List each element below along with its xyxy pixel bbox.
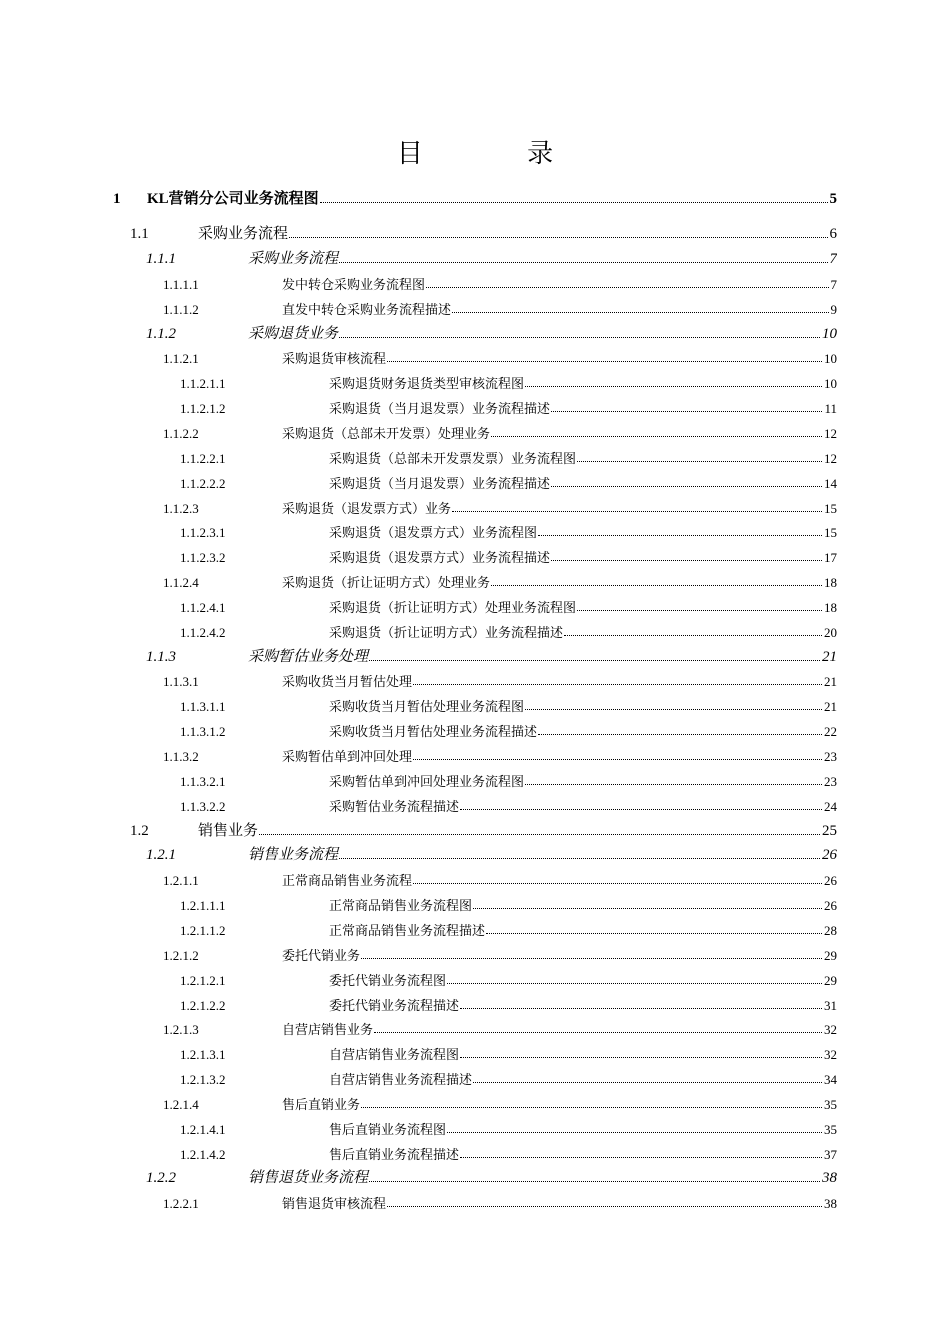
toc-entry-number: 1.1 — [130, 226, 149, 242]
toc-entry-number: 1.2.1.4 — [163, 1096, 199, 1112]
toc-entry[interactable] — [180, 1114, 837, 1138]
toc-entry-number: 1.2.1.1 — [163, 873, 199, 889]
toc-entry[interactable] — [163, 343, 837, 367]
toc-entry-title: 销售退货审核流程 — [282, 1196, 387, 1212]
toc-entry-number: 1.1.2.1.2 — [180, 401, 226, 417]
toc-entry-title: 采购退货（总部未开发票）处理业务 — [282, 425, 491, 441]
toc-entry-number: 1.2.1.4.1 — [180, 1121, 226, 1137]
toc-entry-page: 22 — [824, 724, 837, 740]
toc-entry-number: 1.2.1.3.2 — [180, 1072, 226, 1088]
toc-entry-page: 15 — [824, 500, 837, 516]
toc-entry[interactable] — [180, 542, 837, 566]
toc-entry-leader — [525, 709, 822, 710]
toc-entry-leader — [564, 635, 822, 636]
toc-entry-title: 采购退货（折让证明方式）业务流程描述 — [329, 624, 564, 640]
toc-entry-page: 12 — [824, 425, 837, 441]
toc-entry-title: 采购退货（折让证明方式）处理业务 — [282, 575, 491, 591]
toc-entry-title: 发中转仓采购业务流程图 — [282, 276, 426, 292]
toc-entry-leader — [289, 237, 827, 238]
toc-entry-number: 1.2.1.1.1 — [180, 898, 226, 914]
toc-entry-title: 委托代销业务流程图 — [329, 972, 447, 988]
toc-entry-number: 1.2.1 — [146, 847, 176, 864]
toc-entry-number: 1.2.1.2.1 — [180, 972, 226, 988]
toc-entry-title: 采购退货（当月退发票）业务流程描述 — [329, 475, 551, 491]
toc-entry-leader — [473, 908, 822, 909]
toc-entry-title: 采购退货（退发票方式）业务 — [282, 500, 452, 516]
toc-entry-page: 21 — [822, 648, 837, 665]
toc-entry-page: 14 — [824, 475, 837, 491]
toc-entry-page: 23 — [824, 773, 837, 789]
toc-entry-page: 24 — [824, 798, 837, 814]
toc-entry-page: 10 — [824, 376, 837, 392]
toc-entry-leader — [577, 461, 822, 462]
toc-entry-title: 直发中转仓采购业务流程描述 — [282, 301, 452, 317]
toc-entry-title: 销售业务流程 — [248, 847, 339, 864]
toc-entry-number: 1.1.3.2.1 — [180, 773, 226, 789]
toc-entry-page: 35 — [824, 1121, 837, 1137]
toc-entry-leader — [320, 202, 828, 203]
toc-entry-page: 35 — [824, 1096, 837, 1112]
toc-entry-leader — [387, 361, 822, 362]
toc-entry-page: 32 — [824, 1022, 837, 1038]
toc-entry-leader — [413, 684, 822, 685]
toc-title: 目 录 — [396, 139, 602, 169]
toc-entry-page: 23 — [824, 749, 837, 764]
toc-entry-number: 1 — [113, 191, 121, 207]
toc-entry-number: 1.2 — [130, 822, 149, 839]
toc-entry[interactable] — [180, 915, 837, 939]
toc-entry-leader — [387, 1206, 822, 1207]
toc-entry-page: 25 — [822, 822, 837, 839]
toc-entry-title: 采购退货审核流程 — [282, 351, 387, 367]
toc-entry[interactable] — [180, 468, 837, 492]
toc-entry-leader — [551, 411, 822, 412]
toc-entry-number: 1.1.2.4.2 — [180, 624, 226, 640]
toc-entry[interactable] — [180, 517, 837, 541]
toc-entry-leader — [259, 834, 820, 835]
toc-entry-leader — [426, 287, 828, 288]
toc-entry-page: 34 — [824, 1072, 837, 1088]
toc-entry[interactable] — [163, 418, 837, 442]
toc-entry-title: 正常商品销售业务流程图 — [329, 898, 473, 914]
toc-entry-title: 售后直销业务流程图 — [329, 1121, 447, 1137]
toc-entry[interactable] — [180, 691, 837, 715]
toc-entry[interactable] — [180, 443, 837, 467]
toc-entry-number: 1.2.1.4.2 — [180, 1146, 226, 1162]
toc-entry-page: 32 — [824, 1047, 837, 1063]
toc-entry-title: 采购业务流程 — [198, 226, 289, 242]
toc-entry-leader — [369, 660, 820, 661]
toc-entry-page: 37 — [824, 1146, 837, 1162]
toc-entry-leader — [339, 858, 820, 859]
toc-entry-page: 29 — [824, 972, 837, 988]
toc-entry-title: 售后直销业务 — [282, 1096, 361, 1112]
toc-entry-title: 销售退货业务流程 — [248, 1170, 369, 1187]
toc-entry-leader — [551, 486, 822, 487]
toc-entry-leader — [460, 1057, 822, 1058]
toc-entry-title: 采购收货当月暂估处理业务流程描述 — [329, 724, 538, 740]
toc-entry-page: 38 — [822, 1170, 837, 1187]
toc-entry-leader — [491, 436, 822, 437]
toc-entry[interactable] — [180, 766, 837, 790]
toc-entry-page: 38 — [824, 1196, 837, 1212]
toc-entry-title: 采购退货财务退货类型审核流程图 — [329, 376, 525, 392]
toc-entry[interactable] — [180, 617, 837, 641]
toc-entry-title: 采购暂估业务处理 — [248, 648, 369, 665]
toc-entry-title: 采购退货（总部未开发票发票）业务流程图 — [329, 450, 577, 466]
toc-entry-page: 18 — [824, 599, 837, 615]
toc-entry-leader — [452, 511, 822, 512]
toc-entry[interactable] — [146, 840, 837, 864]
toc-entry[interactable] — [163, 493, 837, 517]
toc-entry-page: 28 — [824, 922, 837, 938]
toc-entry-number: 1.1.2.4.1 — [180, 599, 226, 615]
toc-entry-page: 31 — [824, 997, 837, 1013]
toc-entry-number: 1.2.1.2.2 — [180, 997, 226, 1013]
toc-entry[interactable] — [146, 642, 837, 666]
toc-entry-leader — [447, 1132, 822, 1133]
toc-entry[interactable] — [180, 791, 837, 815]
toc-entry-leader — [413, 883, 822, 884]
toc-entry-title: 售后直销业务流程描述 — [329, 1146, 460, 1162]
toc-entry-title: 采购退货（退发票方式）业务流程描述 — [329, 550, 551, 566]
toc-entry-number: 1.2.1.2 — [163, 947, 199, 963]
toc-entry-leader — [577, 610, 822, 611]
toc-entry-page: 21 — [824, 699, 837, 715]
toc-entry-page: 21 — [824, 674, 837, 690]
toc-entry-page: 26 — [822, 847, 837, 864]
toc-entry-page: 18 — [824, 575, 837, 591]
toc-entry-number: 1.1.3.1.1 — [180, 699, 226, 715]
toc-entry[interactable] — [180, 990, 837, 1014]
toc-entry[interactable] — [180, 368, 837, 392]
toc-entry-leader — [452, 312, 828, 313]
toc-entry-leader — [361, 958, 822, 959]
toc-entry-title: 采购暂估单到冲回处理业务流程图 — [329, 773, 525, 789]
toc-entry-leader — [447, 983, 822, 984]
toc-entry-title: 自营店销售业务流程图 — [329, 1047, 460, 1063]
toc-entry[interactable] — [180, 1139, 837, 1163]
toc-entry-title: 采购收货当月暂估处理业务流程图 — [329, 699, 525, 715]
toc-entry-title: 采购退货业务 — [248, 325, 339, 342]
toc-entry-number: 1.1.2.4 — [163, 575, 199, 591]
toc-entry[interactable] — [146, 319, 837, 343]
toc-entry[interactable] — [180, 592, 837, 616]
toc-entry-leader — [374, 1032, 822, 1033]
toc-entry-title: KL营销分公司业务流程图 — [147, 191, 319, 207]
toc-entry-number: 1.1.3 — [146, 648, 176, 665]
toc-entry-number: 1.2.1.3.1 — [180, 1047, 226, 1063]
toc-entry[interactable] — [180, 890, 837, 914]
toc-entry-page: 20 — [824, 624, 837, 640]
toc-entry-number: 1.1.2 — [146, 325, 176, 342]
toc-entry-number: 1.1.2.2.2 — [180, 475, 226, 491]
toc-entry-title: 销售业务 — [198, 822, 259, 839]
toc-entry-title: 委托代销业务流程描述 — [329, 997, 460, 1013]
toc-entry-leader — [538, 734, 822, 735]
toc-entry-number: 1.1.2.2.1 — [180, 450, 226, 466]
toc-entry[interactable] — [163, 865, 837, 889]
toc-entry-number: 1.1.1.2 — [163, 301, 199, 317]
toc-entry-number: 1.1.2.1.1 — [180, 376, 226, 392]
toc-entry-page: 10 — [822, 325, 837, 342]
toc-entry-title: 正常商品销售业务流程 — [282, 873, 413, 889]
toc-entry-leader — [491, 585, 822, 586]
toc-entry-leader — [460, 1157, 822, 1158]
toc-entry-leader — [486, 933, 822, 934]
toc-entry-number: 1.2.1.3 — [163, 1022, 199, 1038]
toc-entry-page: 15 — [824, 525, 837, 541]
toc-entry-leader — [525, 784, 822, 785]
toc-entry-page: 7 — [829, 251, 837, 267]
toc-entry-title: 正常商品销售业务流程描述 — [329, 922, 486, 938]
toc-entry[interactable] — [163, 1188, 837, 1212]
toc-entry-page: 17 — [824, 550, 837, 566]
toc-entry-page: 5 — [829, 191, 837, 207]
toc-entry[interactable] — [130, 219, 837, 243]
toc-entry[interactable] — [180, 1064, 837, 1088]
toc-entry-title: 自营店销售业务 — [282, 1022, 374, 1038]
toc-entry-title: 采购退货（退发票方式）业务流程图 — [329, 525, 538, 541]
toc-entry-title: 采购业务流程 — [248, 251, 339, 267]
toc-entry-number: 1.1.3.2.2 — [180, 798, 226, 814]
toc-entry-number: 1.1.3.2 — [163, 749, 199, 764]
toc-entry-leader — [460, 809, 822, 810]
toc-entry-title: 采购退货（折让证明方式）处理业务流程图 — [329, 599, 577, 615]
toc-entry-page: 9 — [830, 301, 837, 317]
toc-entry-leader — [538, 535, 822, 536]
toc-entry-page: 29 — [824, 947, 837, 963]
toc-entry-number: 1.1.2.3 — [163, 500, 199, 516]
toc-entry[interactable] — [163, 1089, 837, 1113]
toc-entry-number: 1.2.2.1 — [163, 1196, 199, 1212]
toc-entry-number: 1.1.2.1 — [163, 351, 199, 367]
toc-entry-number: 1.1.1.1 — [163, 276, 199, 292]
toc-entry-page: 12 — [824, 450, 837, 466]
toc-entry[interactable] — [180, 393, 837, 417]
toc-entry-page: 6 — [829, 226, 837, 242]
toc-entry-title: 自营店销售业务流程描述 — [329, 1072, 473, 1088]
toc-entry[interactable] — [146, 1163, 837, 1187]
toc-entry[interactable] — [130, 816, 837, 840]
toc-entry-number: 1.1.3.1 — [163, 674, 199, 690]
toc-entry[interactable] — [180, 965, 837, 989]
toc-entry-leader — [413, 759, 822, 760]
toc-entry-number: 1.2.1.1.2 — [180, 922, 226, 938]
toc-entry[interactable] — [163, 294, 837, 318]
toc-entry-number: 1.2.2 — [146, 1170, 176, 1187]
toc-entry-leader — [551, 560, 822, 561]
toc-entry-leader — [339, 337, 820, 338]
toc-entry-title: 采购暂估单到冲回处理 — [282, 749, 413, 764]
toc-entry[interactable] — [113, 184, 837, 208]
toc-entry[interactable] — [146, 244, 837, 268]
toc-entry-leader — [460, 1008, 822, 1009]
toc-entry-number: 1.1.2.2 — [163, 425, 199, 441]
toc-entry[interactable] — [163, 567, 837, 591]
toc-entry[interactable] — [180, 1039, 837, 1063]
toc-entry[interactable] — [180, 716, 837, 740]
toc-entry[interactable] — [163, 741, 837, 765]
toc-entry-leader — [525, 386, 822, 387]
toc-entry-leader — [369, 1181, 820, 1182]
toc-entry[interactable] — [163, 666, 837, 690]
toc-entry-title: 采购收货当月暂估处理 — [282, 674, 413, 690]
toc-entry-number: 1.1.1 — [146, 251, 176, 267]
toc-entry-leader — [361, 1107, 822, 1108]
toc-entry-title: 委托代销业务 — [282, 947, 361, 963]
toc-entry-leader — [473, 1082, 822, 1083]
toc-entry-number: 1.1.2.3.2 — [180, 550, 226, 566]
toc-entry[interactable] — [163, 1014, 837, 1038]
toc-entry-title: 采购退货（当月退发票）业务流程描述 — [329, 401, 551, 417]
toc-entry[interactable] — [163, 940, 837, 964]
toc-entry[interactable] — [163, 269, 837, 293]
toc-entry-page: 10 — [824, 351, 837, 367]
toc-entry-number: 1.1.2.3.1 — [180, 525, 226, 541]
toc-entry-page: 11 — [824, 401, 837, 417]
toc-entry-page: 26 — [824, 898, 837, 914]
toc-entry-page: 26 — [824, 873, 837, 889]
toc-entry-number: 1.1.3.1.2 — [180, 724, 226, 740]
toc-entry-title: 采购暂估业务流程描述 — [329, 798, 460, 814]
toc-entry-page: 7 — [830, 276, 837, 292]
toc-entry-leader — [339, 262, 827, 263]
